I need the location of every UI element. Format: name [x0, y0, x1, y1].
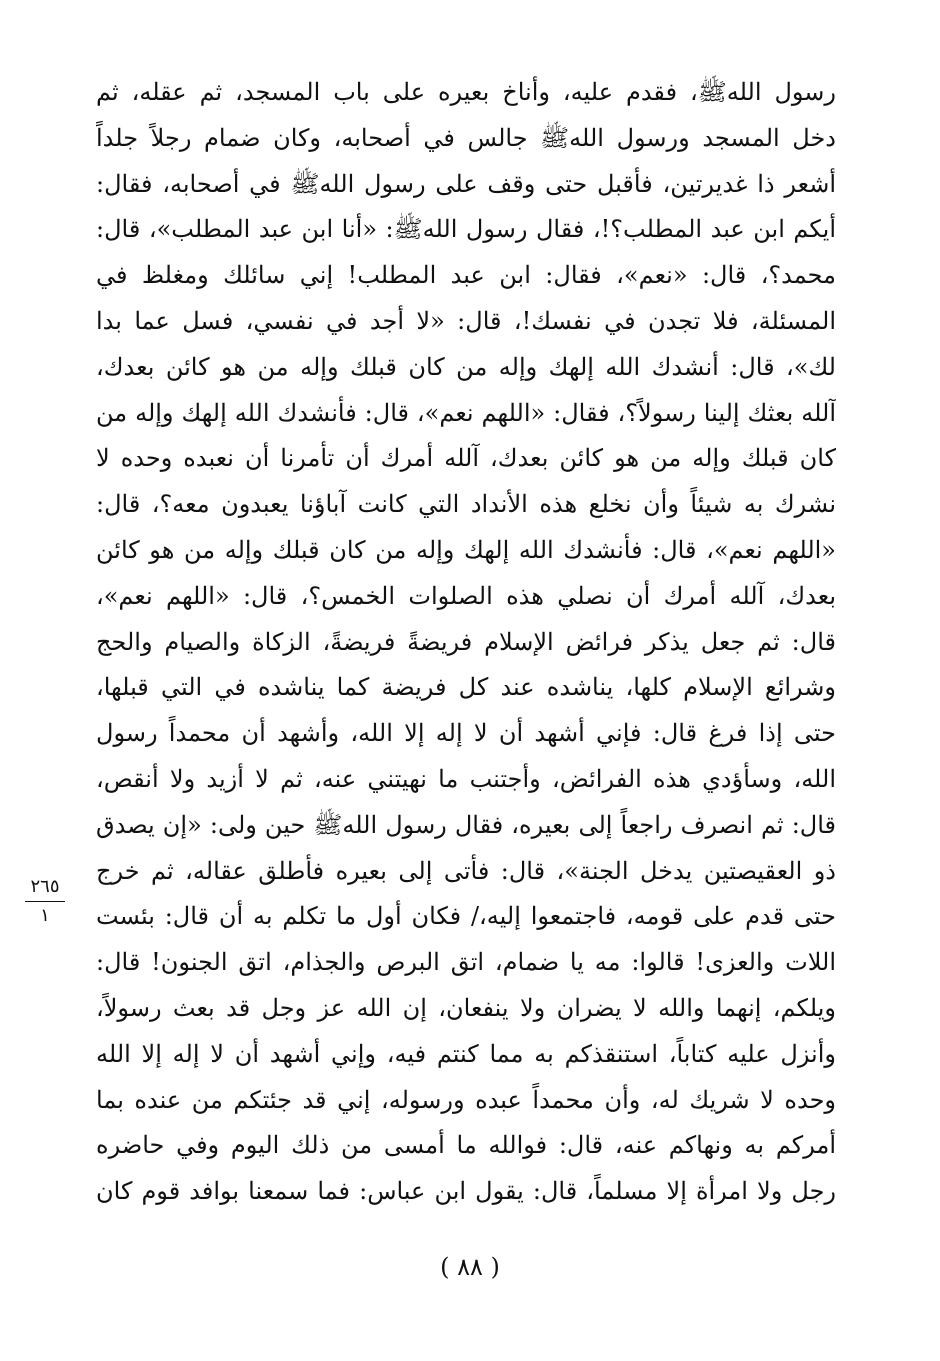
text-line: حتى قدم على قومه، فاجتمعوا إليه،/ فكان أول ما تكلم به أن قال: بئست	[96, 902, 836, 931]
text-line: وحده لا شريك له، وأن محمداً عبده ورسوله، إني قد جئتكم من عنده بما	[96, 1085, 836, 1114]
folio-side: ١	[40, 905, 50, 926]
manuscript-folio-reference	[22, 876, 68, 927]
text-line: أشعر ذا غديرتين، فأقبل حتى وقف على رسول اللهﷺ في أصحابه، فقال:	[96, 169, 836, 198]
text-line: المسئلة، فلا تجدن في نفسك!، قال: «لا أجد في نفسي، فسل عما بدا	[96, 306, 836, 335]
folio-number: ٢٦٥	[30, 876, 60, 897]
text-line: «اللهم نعم»، قال: فأنشدك الله إلهك وإله من كان قبلك وإله من هو كائن	[96, 535, 836, 564]
text-line: وأنزل عليه كتاباً، استنقذكم به مما كنتم فيه، وإني أشهد أن لا إله إلا الله	[96, 1039, 836, 1068]
text-line: حتى إذا فرغ قال: فإني أشهد أن لا إله إلا الله، وأشهد أن محمداً رسول	[96, 719, 836, 748]
text-line: آلله بعثك إلينا رسولاً؟، فقال: «اللهم نعم»، قال: فأنشدك الله إلهك وإله من	[96, 398, 836, 427]
text-line: محمد؟، قال: «نعم»، فقال: ابن عبد المطلب! إني سائلك ومغلظ في	[96, 261, 836, 290]
text-line: ويلكم، إنهما والله لا يضران ولا ينفعان، إن الله عز وجل قد بعث رسولاً،	[96, 993, 836, 1022]
text-line: بعدك، آلله أمرك أن نصلي هذه الصلوات الخمس؟، قال: «اللهم نعم»،	[96, 581, 836, 610]
text-line: ذو العقيصتين يدخل الجنة»، قال: فأتى إلى بعيره فأطلق عقاله، ثم خرج	[96, 856, 836, 885]
text-line: دخل المسجد ورسول اللهﷺ جالس في أصحابه، وكان ضمام رجلاً جلداً	[96, 123, 836, 152]
text-line: قال: ثم جعل يذكر فرائض الإسلام فريضةً فريضةً، الزكاة والصيام والحج	[96, 627, 836, 656]
text-line: وشرائع الإسلام كلها، يناشده عند كل فريضة كما يناشده في التي قبلها،	[96, 673, 836, 702]
text-line: رجل ولا امرأة إلا مسلماً، قال: يقول ابن عباس: فما سمعنا بوافد قوم كان	[96, 1177, 836, 1206]
body-text	[96, 70, 836, 1215]
text-line: أيكم ابن عبد المطلب؟!، فقال رسول اللهﷺ: «أنا ابن عبد المطلب»، قال:	[96, 215, 836, 244]
text-line: أمركم به ونهاكم عنه، قال: فوالله ما أمسى من ذلك اليوم وفي حاضره	[96, 1131, 836, 1160]
text-line: كان قبلك وإله من هو كائن بعدك، آلله أمرك أن تأمرنا أن نعبده وحده لا	[96, 444, 836, 473]
text-line: لك»، قال: أنشدك الله إلهك وإله من كان قبلك وإله من هو كائن بعدك،	[96, 352, 836, 381]
folio-divider	[25, 901, 65, 902]
text-line: نشرك به شيئاً وأن نخلع هذه الأنداد التي كانت آباؤنا يعبدون معه؟، قال:	[96, 490, 836, 519]
text-line: قال: ثم انصرف راجعاً إلى بعيره، فقال رسول اللهﷺ حين ولى: «إن يصدق	[96, 810, 836, 839]
page-number: ( ٨٨ )	[440, 1253, 500, 1281]
text-line: رسول اللهﷺ، فقدم عليه، وأناخ بعيره على باب المسجد، ثم عقله، ثم	[96, 78, 836, 106]
text-line: اللات والعزى! قالوا: مه يا ضمام، اتق البرص والجذام، اتق الجنون! قال:	[96, 948, 836, 977]
text-line: الله، وسأؤدي هذه الفرائض، وأجتنب ما نهيتني عنه، ثم لا أزيد ولا أنقص،	[96, 764, 836, 793]
